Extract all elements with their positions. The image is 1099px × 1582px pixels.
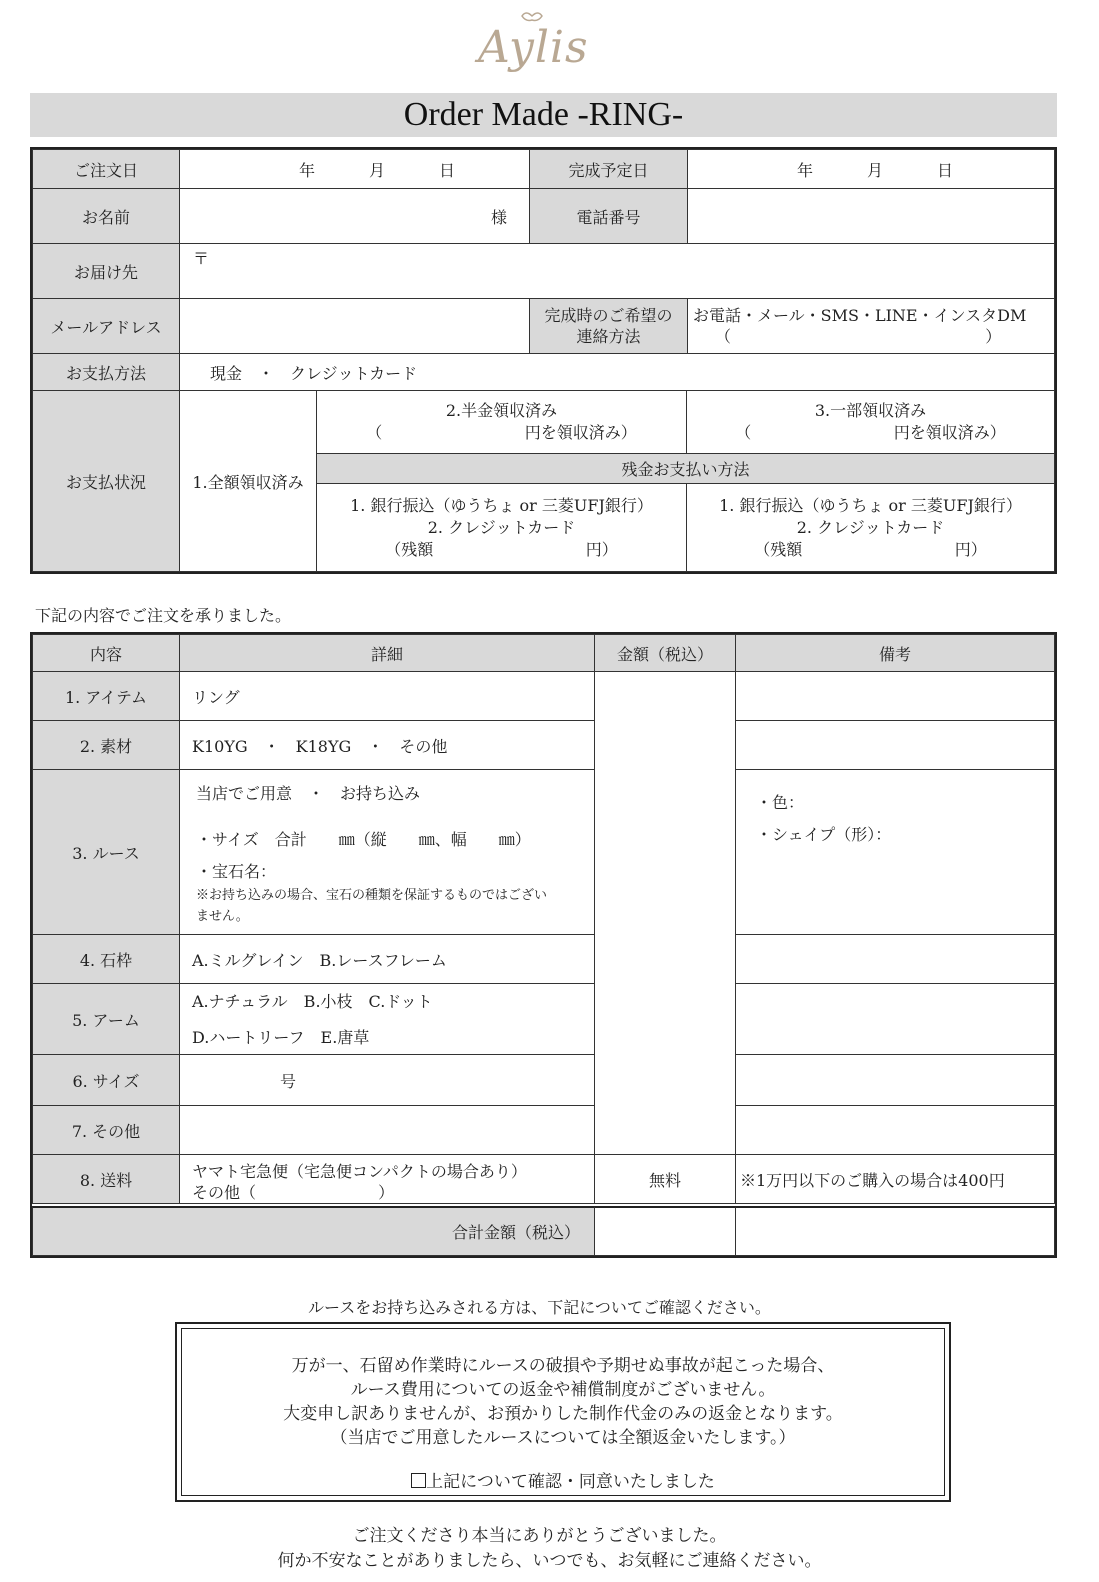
shipping-other: その他（ ） [192, 1183, 395, 1202]
notice-line-1: 万が一、石留め作業時にルースの破損や予期せぬ事故が起こった場合、 [291, 1356, 835, 1376]
paid-full-option[interactable]: 1.全額領収済み [179, 390, 317, 572]
notice-line-2: ルース費用についての返金や補償制度がございません。 [350, 1380, 776, 1400]
size-unit: 号 [280, 1072, 297, 1091]
row-shipping-detail[interactable] [179, 1154, 595, 1204]
email-label: メールアドレス [32, 298, 180, 354]
row-material-remark[interactable] [735, 720, 1055, 770]
row-setting-label: 4. 石枠 [32, 934, 180, 984]
remaining-method-half[interactable] [316, 483, 687, 572]
notice-box-inner [181, 1328, 945, 1496]
title-bar [30, 93, 1057, 137]
remaining-balance: （残額 円） [385, 539, 618, 559]
postal-mark: 〒 [193, 249, 210, 268]
contact-method-label [529, 298, 688, 354]
paid-partial-detail: （ 円を領収済み） [735, 423, 1006, 442]
remaining-option-bank: 1. 銀行振込（ゆうちょ or 三菱UFJ銀行） [719, 495, 1022, 515]
name-label: お名前 [32, 188, 180, 244]
row-shipping-label: 8. 送料 [32, 1154, 180, 1204]
agree-checkbox[interactable] [411, 1473, 426, 1488]
agree-row[interactable] [182, 1467, 944, 1492]
payment-status-label: お支払状況 [32, 390, 180, 572]
phone-label: 電話番号 [529, 188, 688, 244]
loose-source: 当店でご用意 ・ お持ち込み [196, 784, 421, 803]
order-table [30, 632, 1057, 1258]
payment-method-options: 現金 ・ クレジットカード [210, 363, 418, 383]
loose-shape: ・シェイプ（形）： [756, 825, 892, 844]
remaining-option-card: 2. クレジットカード [796, 517, 945, 537]
completion-date-label: 完成予定日 [529, 149, 688, 189]
header-detail: 詳細 [179, 634, 595, 672]
contact-method-label-line1: 完成時のご希望の [544, 306, 673, 325]
row-arm-remark[interactable] [735, 983, 1055, 1055]
row-loose-remark[interactable] [735, 769, 1055, 935]
order-date-label: ご注文日 [32, 149, 180, 189]
row-size-detail[interactable] [179, 1054, 595, 1106]
loose-color: ・色： [756, 793, 805, 812]
total-amount-field[interactable] [594, 1206, 736, 1256]
header-item: 内容 [32, 634, 180, 672]
total-label-text: 合計金額（税込） [451, 1223, 580, 1242]
address-field[interactable] [179, 243, 1055, 299]
row-detail[interactable]: リング [179, 671, 595, 721]
paid-half-option[interactable] [316, 390, 687, 454]
loose-note-2: ません。 [196, 909, 249, 924]
row-loose-detail[interactable] [179, 769, 595, 935]
year-unit: 年 [299, 160, 316, 180]
row-setting-remark[interactable] [735, 934, 1055, 984]
month-unit: 月 [369, 160, 386, 180]
name-field[interactable] [179, 188, 530, 244]
paid-partial-option[interactable] [686, 390, 1055, 454]
row-material-detail[interactable]: K10YG ・ K18YG ・ その他 [179, 720, 595, 770]
contact-method-label-line2: 連絡方法 [576, 327, 641, 346]
row-setting-detail[interactable]: A.ミルグレイン B.レースフレーム [179, 934, 595, 984]
footer-line-1: ご注文くださり本当にありがとうございました。 [352, 1526, 727, 1546]
notice-line-4: （当店でご用意したルースについては全額返金いたします。） [330, 1428, 796, 1448]
row-remark[interactable] [735, 671, 1055, 721]
loose-gem-name: ・宝石名： [196, 862, 277, 881]
address-label: お届け先 [32, 243, 180, 299]
row-other-label: 7. その他 [32, 1105, 180, 1155]
row-item-label: 1. アイテム [32, 671, 180, 721]
row-material-label: 2. 素材 [32, 720, 180, 770]
remaining-method-partial[interactable] [686, 483, 1055, 572]
phone-field[interactable] [687, 188, 1055, 244]
paid-half-label: 2.半金領収済み [445, 401, 558, 420]
contact-method-field[interactable] [687, 298, 1055, 354]
day-unit: 日 [439, 160, 456, 180]
row-arm-label: 5. アーム [32, 983, 180, 1055]
row-loose-label: 3. ルース [32, 769, 180, 935]
header-amount: 金額（税込） [594, 634, 736, 672]
loose-note-1: ※お持ち込みの場合、宝石の種類を保証するものではござい [196, 888, 548, 903]
row-arm-detail[interactable] [179, 983, 595, 1055]
agree-label: 上記について確認・同意いたしました [426, 1472, 715, 1492]
page-title: Order Made -RING- [403, 96, 684, 133]
shipping-amount: 無料 [594, 1154, 736, 1204]
shipping-yamato: ヤマト宅急便（宅急便コンパクトの場合あり） [192, 1162, 527, 1181]
month-unit: 月 [867, 160, 884, 180]
shipping-remark: ※1万円以下のご購入の場合は400円 [735, 1154, 1055, 1204]
total-remark-field[interactable] [735, 1206, 1055, 1256]
arm-options-2: D.ハートリーフ E.唐草 [192, 1028, 370, 1047]
contact-method-other: （ ） [715, 327, 1002, 346]
row-size-label: 6. サイズ [32, 1054, 180, 1106]
name-suffix: 様 [491, 207, 508, 227]
remaining-option-bank: 1. 銀行振込（ゆうちょ or 三菱UFJ銀行） [350, 495, 653, 515]
row-other-detail[interactable] [179, 1105, 595, 1155]
day-unit: 日 [937, 160, 954, 180]
brand-logo-text: Aylis [478, 22, 589, 73]
order-date-field[interactable] [179, 149, 530, 189]
payment-method-label: お支払方法 [32, 353, 180, 391]
loose-size: ・サイズ 合計 ㎜（縦 ㎜、幅 ㎜） [196, 830, 531, 849]
payment-method-field[interactable] [179, 353, 1055, 391]
header-remarks: 備考 [735, 634, 1055, 672]
brand-logo [470, 8, 600, 88]
arm-options-1: A.ナチュラル B.小枝 C.ドット [192, 992, 433, 1011]
notice-box [175, 1322, 951, 1502]
intro-text: 下記の内容でご注文を承りました。 [35, 606, 292, 625]
notice-line-3: 大変申し訳ありませんが、お預かりした制作代金のみの返金となります。 [283, 1404, 843, 1424]
completion-date-field[interactable] [687, 149, 1055, 189]
footer-line-2: 何か不安なことがありましたら、いつでも、お気軽にご連絡ください。 [277, 1551, 822, 1571]
remaining-balance: （残額 円） [754, 539, 987, 559]
remaining-method-label: 残金お支払い方法 [316, 453, 1055, 484]
email-field[interactable] [179, 298, 530, 354]
amount-field[interactable] [594, 671, 736, 1155]
row-other-remark[interactable] [735, 1105, 1055, 1155]
customer-info-form [30, 147, 1057, 574]
row-size-remark[interactable] [735, 1054, 1055, 1106]
contact-method-options: お電話・メール・SMS・LINE・インスタDM [693, 306, 1027, 325]
paid-partial-label: 3.一部領収済み [814, 401, 927, 420]
year-unit: 年 [797, 160, 814, 180]
remaining-option-card: 2. クレジットカード [427, 517, 576, 537]
notice-lead: ルースをお持ち込みされる方は、下記についてご確認ください。 [308, 1298, 771, 1317]
paid-half-detail: （ 円を領収済み） [366, 423, 637, 442]
total-label [32, 1206, 595, 1256]
